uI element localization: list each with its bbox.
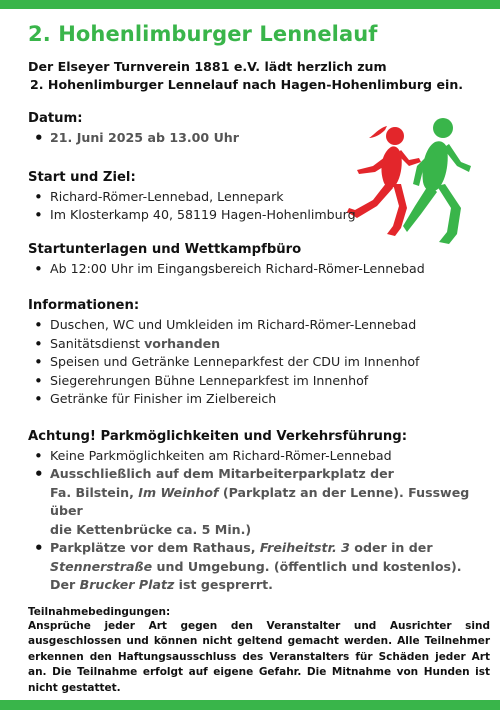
list-item: • Getränke für Finisher im Zielbereich: [28, 390, 490, 409]
terms-section: [28, 605, 490, 697]
list-item: • Siegerehrungen Bühne Lenneparkfest im Innenhof: [28, 372, 490, 391]
page-title: 2. Hohenlimburger Lennelauf: [28, 22, 378, 46]
parken-text: und Umgebung. (öffentlich und kostenlos).: [152, 558, 462, 574]
parken-list: [28, 447, 490, 595]
list-item: • 21. Juni 2025 ab 13.00 Uhr: [28, 129, 490, 148]
list-item: [28, 335, 490, 354]
intro-line-2: 2. Hohenlimburger Lennelauf nach Hagen-Hohenlimburg ein.: [30, 77, 464, 92]
informationen-list: [28, 316, 490, 409]
list-item: • Ab 12:00 Uhr im Eingangsbereich Richard-Römer-Lennebad: [28, 260, 490, 279]
section-heading-start: Start und Ziel:: [28, 169, 136, 185]
start-list: [28, 188, 490, 225]
parken-text: (Parkplatz an der Lenne). Fussweg über: [50, 484, 470, 518]
list-item: • Im Klosterkamp 40, 58119 Hagen-Hohenlimburg: [28, 206, 490, 225]
intro-text: [28, 58, 490, 94]
parken-text: Fa. Bilstein,: [50, 484, 139, 500]
flyer-content: [28, 22, 490, 696]
section-heading-informationen: Informationen:: [28, 298, 140, 313]
datum-list: [28, 129, 490, 148]
terms-body: Ansprüche jeder Art gegen den Veranstalter und Ausrichter sind ausgeschlossen und können nicht geltend gemacht werden. Alle Teilnehmer erkennen den Haftungsausschluss des Veranstalters für Schäden jeder Art an. Die Teilnahme erfolgt auf eigene Gefahr. Die Mitnahme von Hunden ist nicht gestattet.: [28, 619, 490, 694]
section-heading-startunterlagen: Startunterlagen und Wettkampfbüro: [28, 241, 302, 257]
section-heading-datum: Datum:: [28, 111, 83, 126]
parken-text: Parkplätze vor dem Rathaus,: [50, 540, 260, 555]
intro-line-1: Der Elseyer Turnverein 1881 e.V. lädt herzlich zum: [28, 59, 387, 74]
parken-text: die Kettenbrücke ca. 5 Min.): [50, 521, 252, 537]
list-item-text: Sanitätsdienst: [50, 335, 141, 351]
list-item: • Duschen, WC und Umkleiden im Richard-Römer-Lennebad: [28, 316, 490, 335]
list-item: [28, 465, 490, 539]
list-item: • Keine Parkmöglichkeiten am Richard-Römer-Lennebad: [28, 447, 490, 466]
parken-text: Ausschließlich auf dem Mitarbeiterparkplatz der: [50, 466, 394, 481]
parken-text: Der: [50, 577, 80, 592]
top-green-bar: [0, 0, 500, 9]
bottom-green-bar: [0, 700, 500, 710]
startunterlagen-list: [28, 260, 490, 279]
list-item: • Speisen und Getränke Lenneparkfest der CDU im Innenhof: [28, 353, 490, 372]
list-item: • Richard-Römer-Lennebad, Lennepark: [28, 188, 490, 207]
list-item-emphasis: vorhanden: [144, 335, 221, 351]
terms-heading: Teilnahmebedingungen:: [28, 605, 171, 618]
parken-emphasis: Brucker Platz: [79, 577, 175, 592]
parken-text: ist gesprerrt.: [174, 577, 273, 592]
parken-emphasis: Freiheitstr. 3: [259, 540, 350, 555]
section-heading-parken: Achtung! Parkmöglichkeiten und Verkehrsführung:: [28, 428, 407, 444]
parken-emphasis: Im Weinhof: [138, 484, 219, 500]
parken-text: oder in der: [349, 540, 433, 555]
list-item: [28, 539, 490, 595]
parken-emphasis: Stennerstraße: [50, 558, 153, 574]
